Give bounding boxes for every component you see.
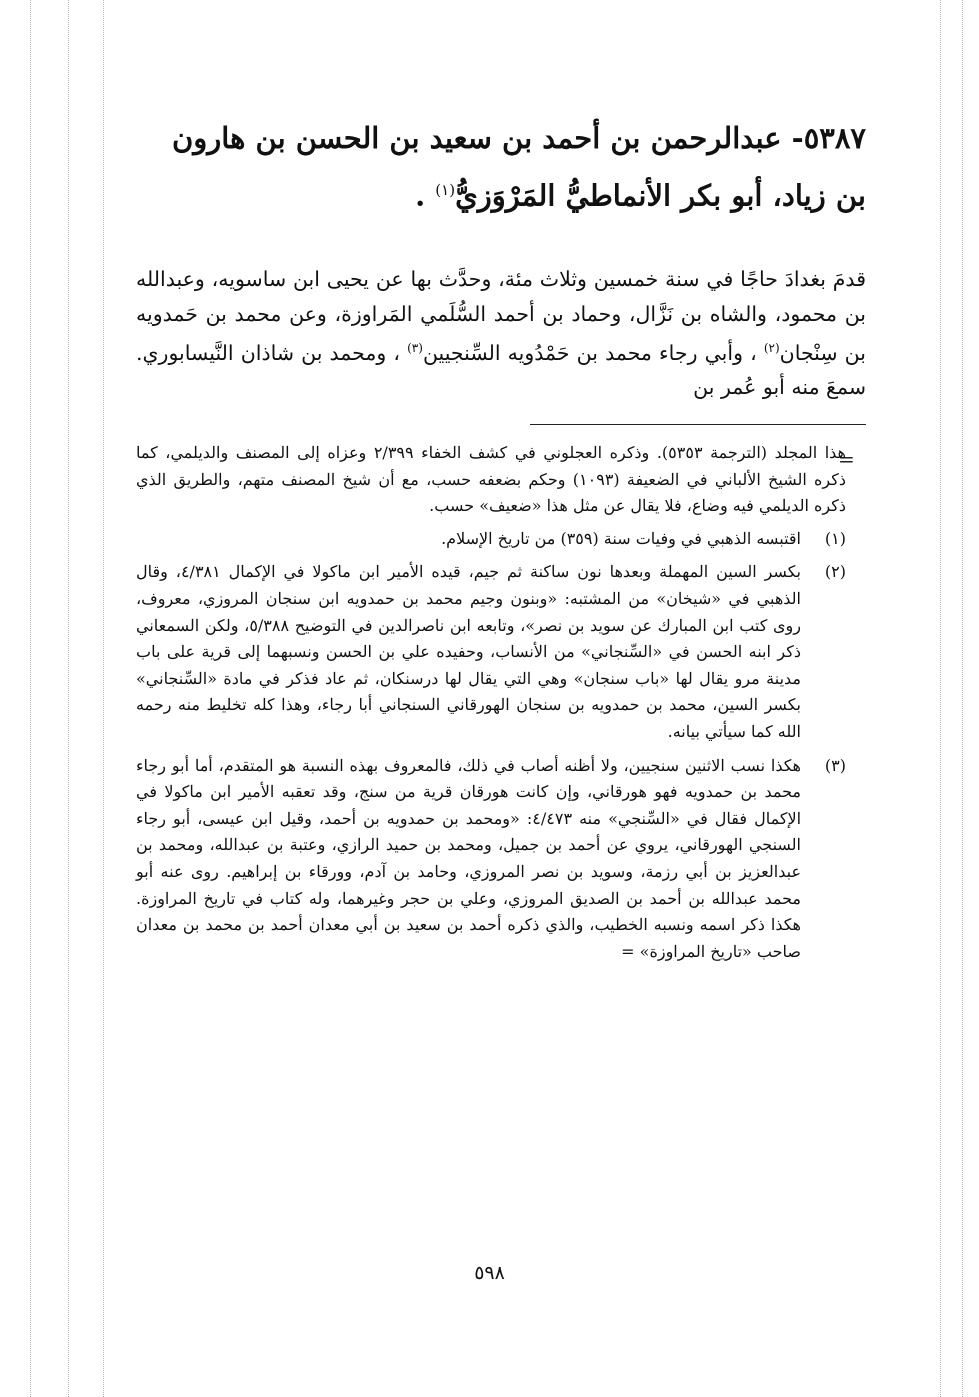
heading-tail: . xyxy=(415,178,436,213)
footnote-text: بكسر السين المهملة وبعدها نون ساكنة ثم جيم، قيده الأمير ابن ماكولا في الإكمال ٤/٣٨١، وقال الذهبي في «شيخان» من المشتبه: «وبنون وجيم محمد بن حمدويه ابن سنجان المروزي، معروف، روى كتب ابن المبارك عن سويد بن نصر»، وتابعه ابن ناصرالدين في التوضيح ٥/٣٨٨، ولكن السمعاني ذكر ابنه الحسن في «السِّنجاني» من الأنساب، وحفيده علي بن الحسن ونسبهما إلى قرية على باب مدينة مرو يقال لها «باب سنجان» وهي التي يقال لها درسنكان، ثم عاد فذكر في مادة «السِّنجاني» بكسر السين، محمد بن حمدويه بن سنجان الهورقاني السنجاني أبا رجاء، وهذا كله تخليط منه رحمه الله كما سيأتي بيانه. xyxy=(136,562,802,741)
footnote-number: (١) xyxy=(824,528,846,548)
footnotes-section xyxy=(136,440,846,972)
footnote-2 xyxy=(136,559,846,745)
footnote-number: (٣) xyxy=(824,755,846,775)
footnote-ref-1: (١) xyxy=(435,181,456,199)
scan-margin-dots xyxy=(103,0,104,1397)
footnote-number: (٢) xyxy=(824,562,846,582)
scan-margin-dots xyxy=(940,0,941,1397)
continuation-mark: = xyxy=(838,447,855,471)
body-text-part-3: ، ومحمد بن شاذان النَّيسابوري. سمعَ منه أبو عُمر بن xyxy=(136,340,866,400)
footnote-continuation: هذا المجلد (الترجمة ٥٣٥٣). وذكره العجلوني في كشف الخفاء ٢/٣٩٩ وعزاه إلى المصنف والديلمي، كما ذكره الشيخ الألباني في الضعيفة (١٠٩٣) وحكم بضعفه حسب، مع أن شيخ المصنف متهم، والطريق الذي ذكره الديلمي فيه وضاع، فلا يقال عن مثل هذا «ضعيف» حسب. xyxy=(136,443,846,516)
entry-heading xyxy=(136,112,866,222)
body-paragraph xyxy=(136,262,866,405)
footnote-1 xyxy=(136,526,846,553)
body-text-part-1: قدمَ بغدادَ حاجًا في سنة خمسين وثلاث مئة، وحدَّث بها عن يحيى ابن ساسويه، وعبدالله بن محمود، والشاه بن نَزَّال، وحماد بن أحمد السُّلَمي المَراوزة، وعن محمد بن حَمدويه بن سِنْجان xyxy=(136,267,866,365)
footnote-3 xyxy=(136,753,846,966)
footnote-separator xyxy=(530,424,866,425)
entry-number: ٥٣٨٧- xyxy=(791,121,866,155)
scan-margin-dots xyxy=(68,0,69,1397)
body-text-part-2: ، وأبي رجاء محمد بن حَمْدُويه السِّنجيين xyxy=(422,340,757,365)
footnote-text: هكذا نسب الاثنين سنجيين، ولا أظنه أصاب في ذلك، فالمعروف بهذه النسبة هو المتقدم، أما أبو رجاء محمد بن حمدويه فهو هورقاني، وإن كانت هورقان قرية من سنج، وقد تعقبه الأمير ابن ماكولا في الإكمال فقال في «السِّنجي» منه ٤/٤٧٣: «ومحمد بن حمدويه بن أحمد، وقيل ابن عيسى، أبو رجاء السنجي الهورقاني، يروي عن أحمد بن جميل، ومحمد بن حميد الرازي، وعتبة بن عبدالله، ومحمد بن عبدالعزيز بن أبي رزمة، وسويد بن نصر المروزي، وحامد بن آدم، وورقاء بن إبراهيم. روى عنه أبو محمد عبدالله بن أحمد بن الصديق المروزي، وعلي بن حجر وغيرهما، وله كتاب في تاريخ المراوزة. هكذا ذكر اسمه ونسبه الخطيب، والذي ذكره أحمد بن سعيد بن أبي معدان أحمد بن محمد بن معدان صاحب «تاريخ المراوزة» = xyxy=(136,755,802,961)
scan-margin-dots xyxy=(962,0,963,1397)
page-number: ٥٩٨ xyxy=(474,1262,505,1284)
footnote-ref-2: (٢) xyxy=(763,341,780,355)
heading-line-1: عبدالرحمن بن أحمد بن سعيد بن الحسن بن هارون بن xyxy=(172,121,866,213)
entry-body xyxy=(136,262,866,405)
scan-margin-dots xyxy=(30,0,31,1397)
footnote-ref-3: (٣) xyxy=(407,341,423,355)
heading-line-2: زياد، أبو بكر الأنماطيُّ المَرْوَزيُّ xyxy=(455,178,826,213)
footnote-text: اقتبسه الذهبي في وفيات سنة (٣٥٩) من تاريخ الإسلام. xyxy=(441,528,801,548)
